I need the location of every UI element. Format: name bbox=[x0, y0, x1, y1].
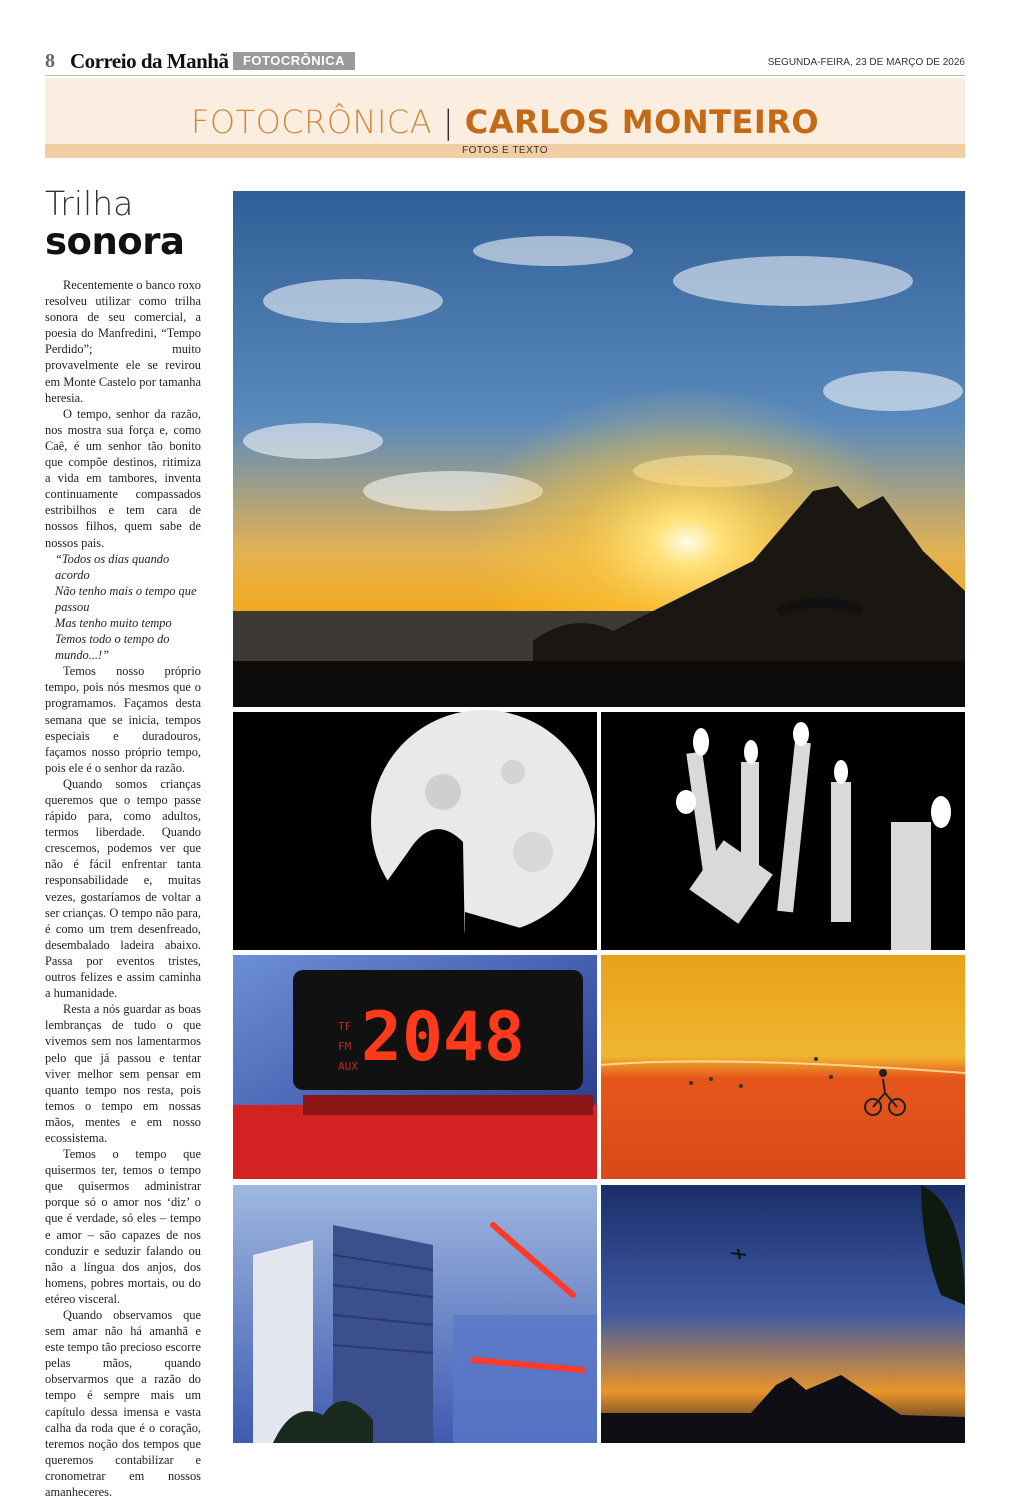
photo-credit: FOTOS E TEXTO bbox=[45, 144, 965, 158]
banner-separator: | bbox=[442, 103, 455, 141]
banner-section: FOTOCRÔNICA bbox=[190, 103, 433, 141]
photo-beach-cyclist bbox=[601, 955, 965, 1179]
poem-line: “Todos os dias quando acordo bbox=[55, 551, 170, 582]
paragraph: Temos o tempo que quisermos ter, temos o tempo que quisermos administrar porque só o amor nos ‘diz’ o que é verdade, só eles – tempo e amor – são capazes de nos conduzir e seduzir falando ou não a língua dos anjos, dos homens, pobres mortais, ou do etéreo visceral. bbox=[45, 1147, 201, 1306]
poem-line: Temos todo o tempo do mundo...!” bbox=[55, 632, 170, 663]
headline-line-2: sonora bbox=[45, 220, 185, 263]
photo-building-light-trails bbox=[233, 1185, 597, 1443]
paragraph: Quando somos crianças queremos que o tempo passe rápido para, como adultos, termos liberdade. Quando crescemos, podemos ver que não é fácil enfrentar tanta responsabilidade e, muitas vezes, gostaríamos de voltar a ser crianças. O tempo não para, é como um trem desenfreado, desembalado ladeira abaixo. Passa por eventos tristes, outros felizes e assim caminha a humanidade. bbox=[45, 776, 201, 1001]
banner-title bbox=[45, 104, 965, 140]
headline-line-1: Trilha bbox=[45, 184, 134, 223]
photo-moon bbox=[233, 712, 597, 950]
issue-date: SEGUNDA-FEIRA, 23 DE MARÇO DE 2026 bbox=[767, 57, 965, 68]
clock-display: 2048 bbox=[361, 998, 525, 1077]
paragraph: O tempo, senhor da razão, nos mostra sua força e, como Caê, é um senhor tão bonito que compõe destinos, ritimiza a vida em tambores, inventa continuamente compassados estribilhos e tem cara de nossos filhos, quem sabe de nossos pais. bbox=[45, 406, 201, 550]
clock-label: FM bbox=[338, 1040, 352, 1053]
section-tag: FOTOCRÔNICA bbox=[233, 52, 355, 70]
section-banner bbox=[45, 78, 965, 144]
article-headline bbox=[45, 186, 215, 262]
article-body bbox=[45, 277, 201, 1500]
paragraph: Resta a nós guardar as boas lembranças de tudo o que vivemos sem nos lamentarmos pelo que já passou e tentar viver melhor sem pensar em quanto tempo nos resta, pois temos o tempo em nossas mãos, mentes e em nosso ecossistema. bbox=[45, 1002, 201, 1145]
page-header bbox=[45, 48, 965, 76]
banner-author: CARLOS MONTEIRO bbox=[464, 103, 820, 141]
paragraph: Temos nosso próprio tempo, pois nós mesmos que o programamos. Façamos desta semana que se inicia, tempos especiais e duradouros, façamos nosso próprio tempo, pois ele é o senhor da razão. bbox=[45, 664, 201, 775]
clock-label: TF bbox=[338, 1020, 352, 1033]
photo-sugarloaf-sunset bbox=[601, 1185, 965, 1443]
clock-label: AUX bbox=[338, 1060, 358, 1073]
photo-sunset-beach bbox=[233, 191, 965, 707]
photo-digital-clock bbox=[233, 955, 597, 1179]
newspaper-logo: Correio da Manhã bbox=[70, 49, 229, 73]
poem-line: Mas tenho muito tempo bbox=[55, 615, 172, 630]
paragraph: Recentemente o banco roxo resolveu utilizar como trilha sonora de seu comercial, a poesia do Manfredini, “Tempo Perdido”; muito provavelmente ele se revirou em Monte Castelo por tamanha heresia. bbox=[45, 278, 201, 405]
poem-line: Não tenho mais o tempo que passou bbox=[55, 583, 197, 614]
page-number: 8 bbox=[45, 50, 55, 72]
paragraph: Quando observamos que sem amar não há amanhã e este tempo tão precioso escorre pelas mãos, quando observarmos que a razão do tempo é sempre mais um capítulo dessa imensa e vasta calha da roda que é o coração, teremos noção dos tempos que queremos contabilizar e cronometrar em nossos amanheceres. bbox=[45, 1308, 201, 1500]
photo-candles bbox=[601, 712, 965, 950]
